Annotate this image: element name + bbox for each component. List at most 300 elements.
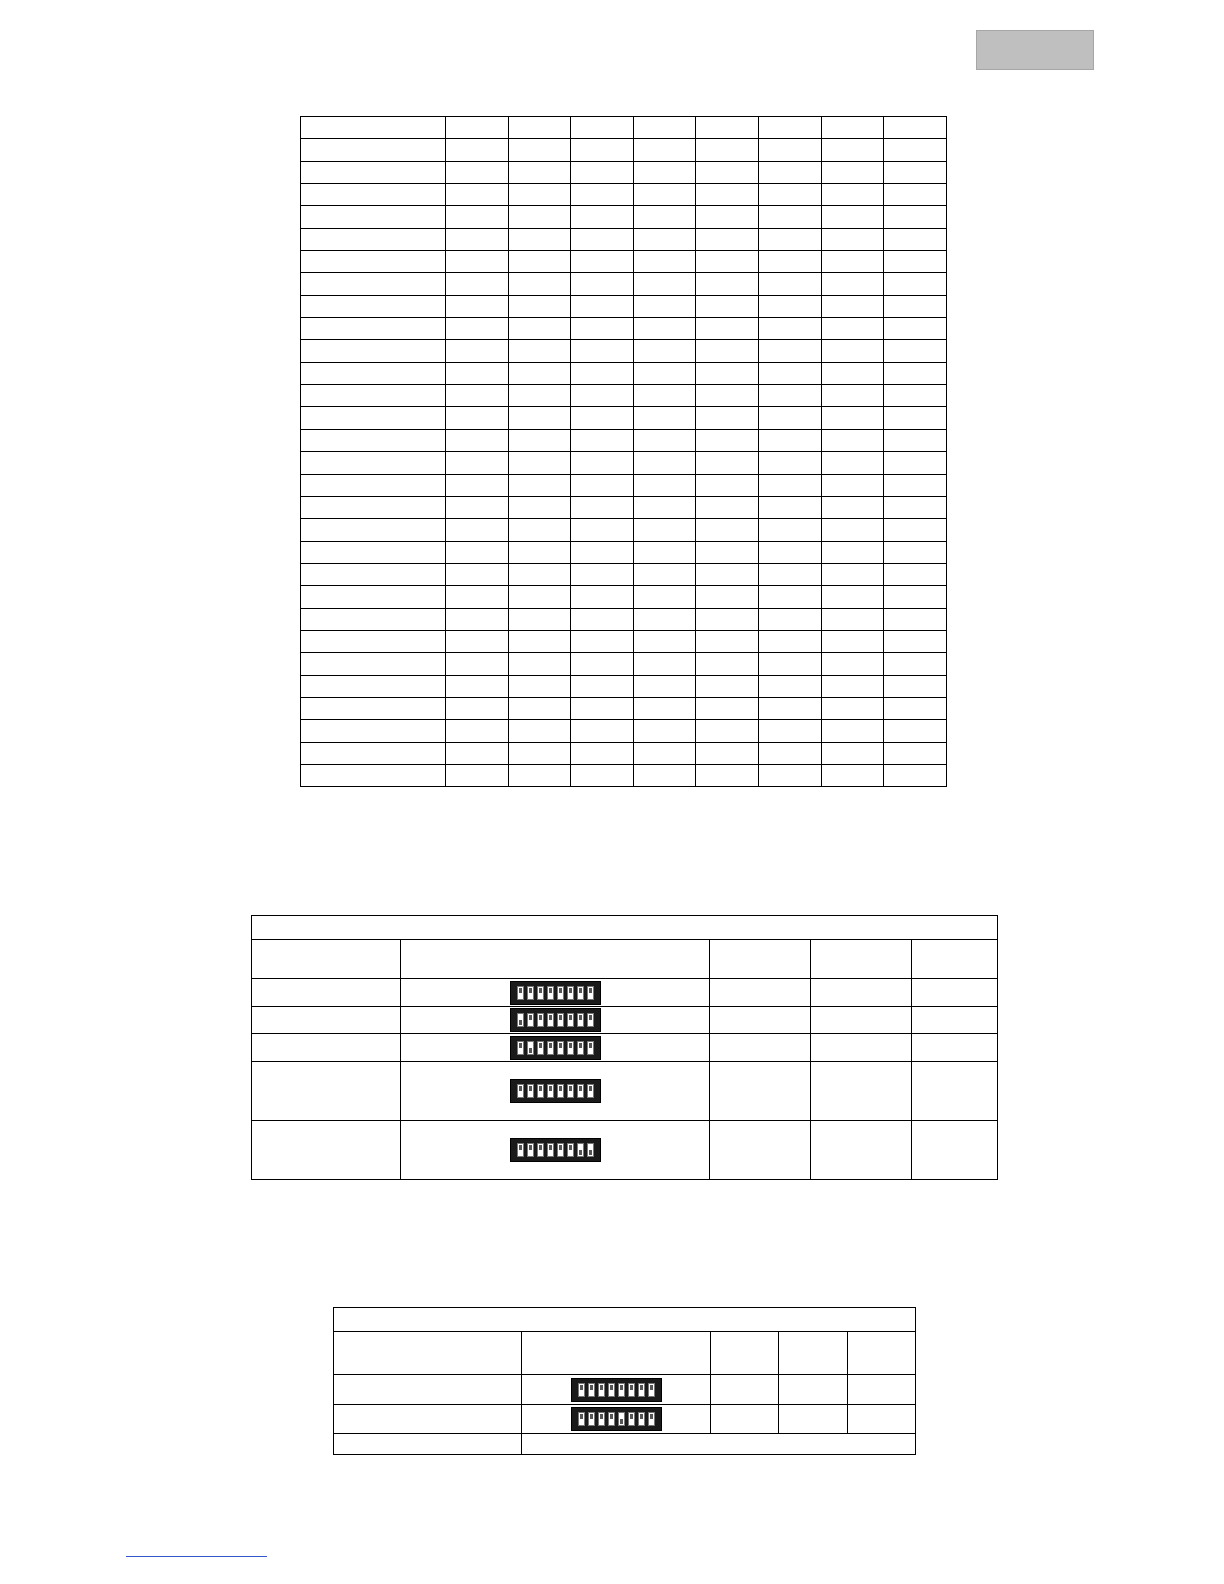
table-cell xyxy=(301,385,446,407)
table-cell xyxy=(301,318,446,340)
table-cell xyxy=(884,161,947,183)
table-3-header-cell xyxy=(848,1332,916,1375)
dip-switch-toggle xyxy=(517,1041,524,1055)
table-cell xyxy=(508,206,571,228)
table-cell xyxy=(446,630,509,652)
table-cell xyxy=(508,184,571,206)
table-cell xyxy=(758,206,821,228)
table-cell xyxy=(758,630,821,652)
table-cell xyxy=(758,720,821,742)
table-cell xyxy=(571,630,634,652)
row-value xyxy=(710,979,811,1007)
dip-switch-toggle xyxy=(598,1383,605,1397)
table-cell xyxy=(758,228,821,250)
table-cell xyxy=(508,630,571,652)
table-row xyxy=(301,161,947,183)
dip-cell xyxy=(522,1375,711,1405)
table-cell xyxy=(446,340,509,362)
table-cell xyxy=(884,697,947,719)
table-cell xyxy=(821,563,884,585)
table-cell xyxy=(696,630,759,652)
table-cell xyxy=(884,295,947,317)
table-cell xyxy=(696,228,759,250)
dip-switch-toggle xyxy=(587,1041,594,1055)
row-value xyxy=(811,1121,912,1180)
table-cell xyxy=(821,474,884,496)
table-3-header-cell xyxy=(711,1332,779,1375)
table-cell xyxy=(571,653,634,675)
table-2-header-cell xyxy=(811,940,912,979)
table-cell xyxy=(696,429,759,451)
table-cell xyxy=(571,184,634,206)
table-row xyxy=(334,1375,916,1405)
table-row xyxy=(301,273,947,295)
table-row xyxy=(252,1007,998,1034)
table-row xyxy=(301,206,947,228)
table-cell xyxy=(633,407,696,429)
dip-switch-toggle xyxy=(628,1412,635,1426)
table-cell xyxy=(696,340,759,362)
table-cell xyxy=(884,117,947,139)
dip-switch-table-1 xyxy=(251,915,998,1180)
table-cell xyxy=(696,496,759,518)
table-row xyxy=(301,653,947,675)
table-cell xyxy=(633,161,696,183)
table-cell xyxy=(758,563,821,585)
table-cell xyxy=(758,273,821,295)
footer-value xyxy=(522,1434,916,1455)
dip-switch-toggle xyxy=(517,986,524,1000)
table-row xyxy=(301,362,947,384)
row-value xyxy=(710,1121,811,1180)
table-cell xyxy=(446,653,509,675)
table-cell xyxy=(446,318,509,340)
table-row xyxy=(252,1034,998,1062)
table-cell xyxy=(758,340,821,362)
table-cell xyxy=(633,630,696,652)
table-cell xyxy=(571,407,634,429)
table-row xyxy=(301,541,947,563)
table-cell xyxy=(821,742,884,764)
table-cell xyxy=(508,452,571,474)
table-cell xyxy=(508,407,571,429)
table-cell xyxy=(571,697,634,719)
dip-switch-toggle xyxy=(628,1383,635,1397)
table-cell xyxy=(301,563,446,585)
table-row xyxy=(301,474,947,496)
table-2-header-cell xyxy=(912,940,998,979)
data-table-1 xyxy=(300,116,947,787)
dip-switch-toggle xyxy=(547,1041,554,1055)
table-3-header-cell xyxy=(334,1332,522,1375)
table-cell xyxy=(758,474,821,496)
table-cell xyxy=(446,720,509,742)
table-cell xyxy=(633,318,696,340)
table-cell xyxy=(508,697,571,719)
table-cell xyxy=(446,697,509,719)
dip-switch-icon xyxy=(571,1407,662,1431)
table-cell xyxy=(301,764,446,786)
table-cell xyxy=(821,318,884,340)
table-row xyxy=(301,228,947,250)
table-cell xyxy=(633,653,696,675)
table-cell xyxy=(446,429,509,451)
dip-cell xyxy=(522,1405,711,1434)
table-cell xyxy=(758,608,821,630)
table-cell xyxy=(571,228,634,250)
table-cell xyxy=(633,496,696,518)
dip-switch-toggle xyxy=(588,1412,595,1426)
table-cell xyxy=(884,541,947,563)
table-cell xyxy=(696,474,759,496)
row-value xyxy=(811,979,912,1007)
table-cell xyxy=(633,608,696,630)
table-cell xyxy=(758,653,821,675)
table-cell xyxy=(884,653,947,675)
table-1-body xyxy=(301,117,947,787)
table-cell xyxy=(633,273,696,295)
dip-switch-toggle xyxy=(537,1013,544,1027)
table-cell xyxy=(633,519,696,541)
table-cell xyxy=(571,362,634,384)
table-cell xyxy=(301,161,446,183)
table-2-header-cell xyxy=(401,940,710,979)
dip-switch-toggle xyxy=(578,1383,585,1397)
table-cell xyxy=(884,720,947,742)
table-cell xyxy=(301,139,446,161)
row-value xyxy=(811,1007,912,1034)
footer-link[interactable] xyxy=(126,1556,267,1557)
table-cell xyxy=(696,608,759,630)
table-row xyxy=(301,340,947,362)
table-cell xyxy=(301,362,446,384)
table-cell xyxy=(696,742,759,764)
table-cell xyxy=(758,742,821,764)
table-cell xyxy=(571,340,634,362)
table-cell xyxy=(884,742,947,764)
table-cell xyxy=(821,608,884,630)
table-cell xyxy=(508,474,571,496)
table-cell xyxy=(508,653,571,675)
table-cell xyxy=(884,675,947,697)
table-cell xyxy=(696,139,759,161)
table-cell xyxy=(446,362,509,384)
dip-switch-toggle xyxy=(567,1041,574,1055)
table-cell xyxy=(508,362,571,384)
table-cell xyxy=(571,429,634,451)
dip-switch-toggle xyxy=(608,1412,615,1426)
table-cell xyxy=(508,139,571,161)
table-cell xyxy=(508,720,571,742)
table-cell xyxy=(301,474,446,496)
dip-switch-toggle xyxy=(547,1013,554,1027)
dip-switch-toggle xyxy=(587,1143,594,1157)
row-value xyxy=(779,1405,848,1434)
row-value xyxy=(710,1007,811,1034)
table-cell xyxy=(633,295,696,317)
table-cell xyxy=(821,519,884,541)
table-cell xyxy=(571,452,634,474)
table-cell xyxy=(508,161,571,183)
table-row xyxy=(301,586,947,608)
dip-switch-toggle xyxy=(608,1383,615,1397)
table-cell xyxy=(633,452,696,474)
table-cell xyxy=(446,586,509,608)
table-cell xyxy=(633,206,696,228)
table-row xyxy=(301,697,947,719)
table-cell xyxy=(508,608,571,630)
table-cell xyxy=(301,541,446,563)
row-value xyxy=(711,1405,779,1434)
table-cell xyxy=(446,474,509,496)
table-cell xyxy=(571,385,634,407)
table-cell xyxy=(821,385,884,407)
dip-switch-toggle xyxy=(557,1013,564,1027)
dip-switch-toggle xyxy=(588,1383,595,1397)
table-cell xyxy=(301,742,446,764)
table-cell xyxy=(633,139,696,161)
table-cell xyxy=(696,586,759,608)
table-2-header-cell xyxy=(252,940,401,979)
table-cell xyxy=(884,519,947,541)
table-cell xyxy=(446,385,509,407)
dip-switch-toggle xyxy=(587,1084,594,1098)
table-cell xyxy=(821,496,884,518)
table-cell xyxy=(446,206,509,228)
dip-switch-toggle xyxy=(557,1041,564,1055)
dip-switch-toggle xyxy=(618,1412,625,1426)
table-row xyxy=(301,742,947,764)
table-cell xyxy=(821,340,884,362)
dip-switch-toggle xyxy=(577,1143,584,1157)
table-cell xyxy=(571,541,634,563)
table-cell xyxy=(301,251,446,273)
table-cell xyxy=(821,630,884,652)
dip-cell xyxy=(401,1007,710,1034)
table-cell xyxy=(446,273,509,295)
table-cell xyxy=(301,519,446,541)
table-row xyxy=(334,1405,916,1434)
table-2-title xyxy=(252,916,998,940)
dip-switch-toggle xyxy=(577,986,584,1000)
table-cell xyxy=(758,362,821,384)
table-cell xyxy=(821,697,884,719)
dip-switch-icon xyxy=(571,1378,662,1402)
table-cell xyxy=(571,474,634,496)
table-cell xyxy=(508,496,571,518)
dip-switch-toggle xyxy=(577,1013,584,1027)
table-cell xyxy=(758,519,821,541)
table-cell xyxy=(301,184,446,206)
dip-switch-toggle xyxy=(527,1143,534,1157)
dip-switch-toggle xyxy=(557,986,564,1000)
table-row xyxy=(301,429,947,451)
dip-cell xyxy=(401,1062,710,1121)
table-cell xyxy=(446,184,509,206)
table-cell xyxy=(633,742,696,764)
table-cell xyxy=(508,541,571,563)
dip-switch-toggle xyxy=(557,1084,564,1098)
row-value xyxy=(848,1375,916,1405)
table-cell xyxy=(508,273,571,295)
row-value xyxy=(710,1034,811,1062)
table-cell xyxy=(758,429,821,451)
table-cell xyxy=(821,161,884,183)
table-3-title xyxy=(334,1308,916,1332)
dip-switch-toggle xyxy=(517,1013,524,1027)
dip-switch-icon xyxy=(510,1036,601,1060)
table-cell xyxy=(446,563,509,585)
table-cell xyxy=(571,563,634,585)
table-cell xyxy=(446,675,509,697)
table-cell xyxy=(884,630,947,652)
row-label xyxy=(252,1062,401,1121)
table-cell xyxy=(633,764,696,786)
table-cell xyxy=(696,206,759,228)
dip-switch-toggle xyxy=(648,1412,655,1426)
table-cell xyxy=(508,340,571,362)
table-cell xyxy=(301,117,446,139)
table-cell xyxy=(446,295,509,317)
row-value xyxy=(912,1121,998,1180)
row-value xyxy=(811,1062,912,1121)
table-cell xyxy=(633,362,696,384)
table-cell xyxy=(571,139,634,161)
table-cell xyxy=(633,251,696,273)
table-cell xyxy=(301,228,446,250)
table-cell xyxy=(633,340,696,362)
table-cell xyxy=(758,251,821,273)
table-cell xyxy=(696,184,759,206)
dip-switch-table-2 xyxy=(333,1307,916,1455)
table-cell xyxy=(758,407,821,429)
table-cell xyxy=(696,519,759,541)
table-cell xyxy=(508,764,571,786)
table-cell xyxy=(633,541,696,563)
table-cell xyxy=(446,519,509,541)
table-cell xyxy=(508,117,571,139)
table-cell xyxy=(884,563,947,585)
table-row xyxy=(301,452,947,474)
table-cell xyxy=(571,496,634,518)
table-cell xyxy=(884,407,947,429)
table-cell xyxy=(301,608,446,630)
dip-switch-toggle xyxy=(648,1383,655,1397)
table-cell xyxy=(446,541,509,563)
table-cell xyxy=(633,563,696,585)
table-cell xyxy=(446,608,509,630)
table-cell xyxy=(571,161,634,183)
table-cell xyxy=(571,318,634,340)
table-row xyxy=(252,1062,998,1121)
table-cell xyxy=(508,251,571,273)
table-cell xyxy=(884,206,947,228)
table-cell xyxy=(821,720,884,742)
table-cell xyxy=(696,407,759,429)
table-cell xyxy=(821,228,884,250)
table-cell xyxy=(571,764,634,786)
table-row xyxy=(252,979,998,1007)
table-cell xyxy=(696,563,759,585)
dip-switch-toggle xyxy=(567,1013,574,1027)
table-cell xyxy=(758,318,821,340)
table-cell xyxy=(301,653,446,675)
table-cell xyxy=(508,318,571,340)
table-row xyxy=(301,139,947,161)
row-value xyxy=(710,1062,811,1121)
table-row xyxy=(301,184,947,206)
row-value xyxy=(779,1375,848,1405)
table-cell xyxy=(884,385,947,407)
dip-switch-toggle xyxy=(598,1412,605,1426)
footer-label xyxy=(334,1434,522,1455)
table-cell xyxy=(821,273,884,295)
table-cell xyxy=(508,675,571,697)
dip-switch-toggle xyxy=(638,1412,645,1426)
dip-switch-toggle xyxy=(587,1013,594,1027)
table-cell xyxy=(633,586,696,608)
row-value xyxy=(912,1007,998,1034)
table-row xyxy=(301,385,947,407)
row-label xyxy=(252,1034,401,1062)
row-label xyxy=(334,1405,522,1434)
table-cell xyxy=(821,429,884,451)
table-cell xyxy=(758,385,821,407)
table-cell xyxy=(571,206,634,228)
table-cell xyxy=(758,117,821,139)
table-cell xyxy=(821,653,884,675)
table-cell xyxy=(696,295,759,317)
table-row xyxy=(301,764,947,786)
table-cell xyxy=(571,295,634,317)
table-cell xyxy=(884,228,947,250)
dip-switch-toggle xyxy=(577,1041,584,1055)
table-cell xyxy=(508,228,571,250)
row-value xyxy=(711,1375,779,1405)
dip-switch-toggle xyxy=(537,986,544,1000)
table-cell xyxy=(758,541,821,563)
table-cell xyxy=(301,295,446,317)
table-cell xyxy=(571,608,634,630)
dip-switch-toggle xyxy=(567,1143,574,1157)
table-cell xyxy=(758,452,821,474)
row-label xyxy=(252,979,401,1007)
table-cell xyxy=(508,429,571,451)
dip-switch-toggle xyxy=(577,1084,584,1098)
table-cell xyxy=(696,362,759,384)
table-cell xyxy=(821,206,884,228)
dip-switch-toggle xyxy=(537,1143,544,1157)
row-label xyxy=(252,1121,401,1180)
table-cell xyxy=(884,429,947,451)
table-cell xyxy=(446,139,509,161)
table-cell xyxy=(446,764,509,786)
table-cell xyxy=(633,228,696,250)
dip-switch-toggle xyxy=(587,986,594,1000)
table-cell xyxy=(884,474,947,496)
dip-switch-toggle xyxy=(527,1084,534,1098)
table-cell xyxy=(508,385,571,407)
row-value xyxy=(848,1405,916,1434)
dip-cell xyxy=(401,979,710,1007)
table-cell xyxy=(571,251,634,273)
dip-switch-toggle xyxy=(618,1383,625,1397)
table-cell xyxy=(446,407,509,429)
table-cell xyxy=(696,653,759,675)
header-tab xyxy=(976,30,1094,70)
table-row xyxy=(301,251,947,273)
table-row xyxy=(301,608,947,630)
